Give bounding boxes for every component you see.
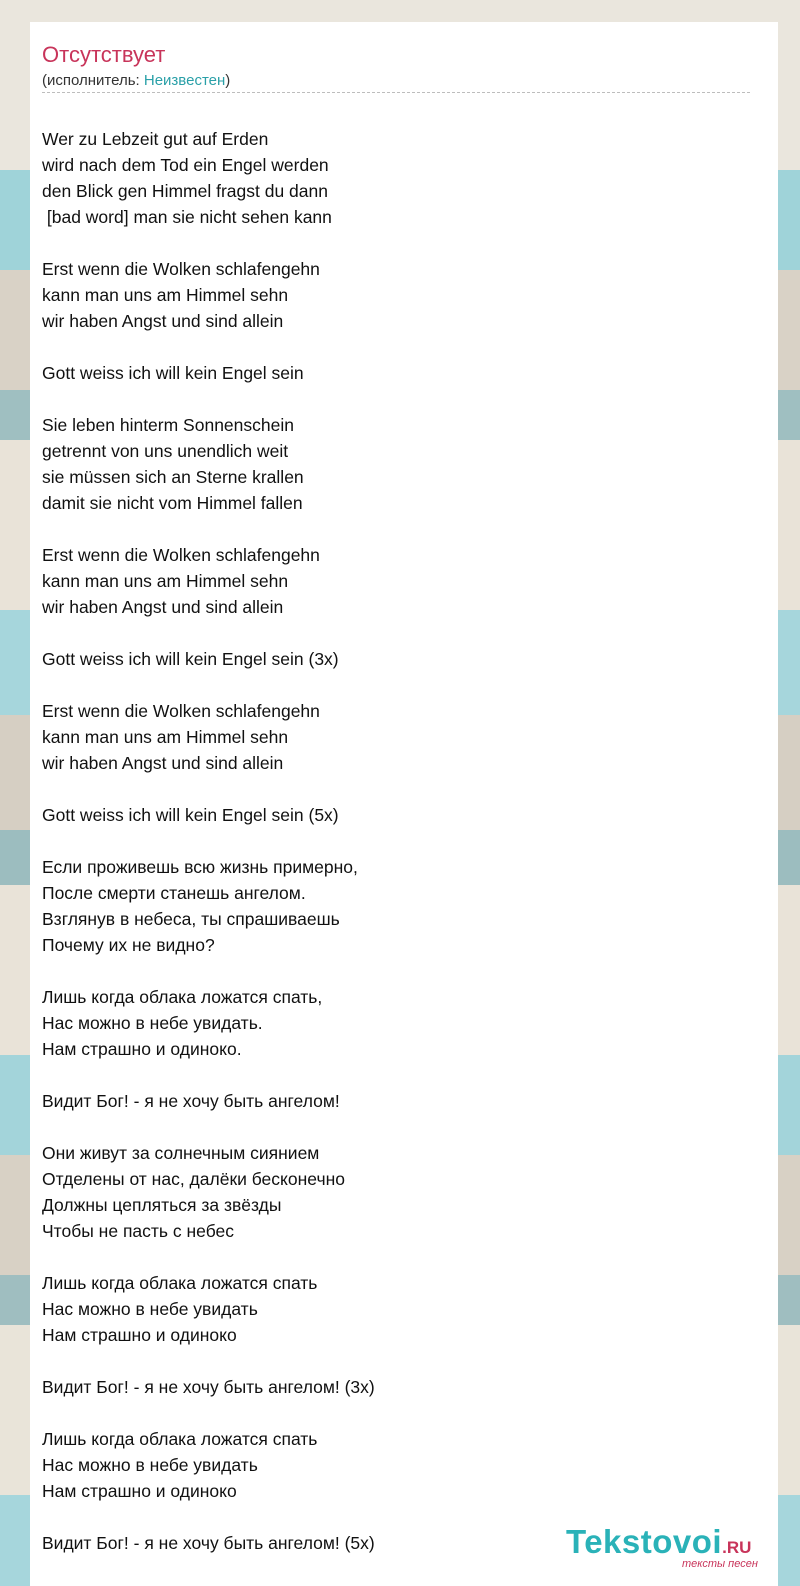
lyric-line: Wer zu Lebzeit gut auf Erden [42, 129, 269, 149]
site-logo[interactable] [566, 1524, 776, 1574]
lyric-line [42, 828, 742, 854]
lyric-line: Они живут за солнечным сиянием [42, 1143, 320, 1163]
lyric-line: Почему их не видно? [42, 935, 215, 955]
lyrics-card [30, 22, 778, 1586]
lyric-line: Sie leben hinterm Sonnenschein [42, 415, 294, 435]
lyric-line: После смерти станешь ангелом. [42, 883, 306, 903]
artist-line [42, 72, 230, 90]
lyric-line: Gott weiss ich will kein Engel sein (3x) [42, 649, 339, 669]
lyric-line: Нас можно в небе увидать [42, 1299, 258, 1319]
lyric-line: kann man uns am Himmel sehn [42, 285, 289, 305]
lyric-line: damit sie nicht vom Himmel fallen [42, 493, 303, 513]
lyric-line [42, 620, 742, 646]
lyric-line: getrennt von uns unendlich weit [42, 441, 289, 461]
lyric-line [42, 1400, 742, 1426]
lyric-line: Нам страшно и одиноко [42, 1481, 237, 1501]
lyric-line: wir haben Angst und sind allein [42, 597, 284, 617]
lyric-line: wir haben Angst und sind allein [42, 311, 284, 331]
lyric-line: Должны цепляться за звёзды [42, 1195, 282, 1215]
lyric-line: Если проживешь всю жизнь примерно, [42, 857, 358, 877]
artist-suffix: ) [225, 72, 231, 89]
lyric-line: Лишь когда облака ложатся спать, [42, 987, 323, 1007]
artist-prefix: (исполнитель: [42, 72, 144, 89]
lyric-line: Лишь когда облака ложатся спать [42, 1429, 318, 1449]
lyric-line: Нас можно в небе увидать [42, 1455, 258, 1475]
lyric-line [42, 1114, 742, 1140]
lyric-line [42, 1244, 742, 1270]
lyric-line: Нам страшно и одиноко [42, 1325, 237, 1345]
lyric-line: Erst wenn die Wolken schlafengehn [42, 259, 320, 279]
lyric-line: den Blick gen Himmel fragst du dann [42, 181, 328, 201]
lyric-line [42, 776, 742, 802]
lyric-line: Видит Бог! - я не хочу быть ангелом! [42, 1091, 340, 1111]
lyric-line [42, 672, 742, 698]
lyric-line [42, 386, 742, 412]
divider [42, 92, 750, 93]
lyric-line: Erst wenn die Wolken schlafengehn [42, 701, 320, 721]
lyric-line [42, 516, 742, 542]
lyric-line [42, 334, 742, 360]
song-title: Отсутствует [42, 42, 166, 67]
lyrics-text [42, 126, 742, 1556]
lyric-line: wird nach dem Tod ein Engel werden [42, 155, 329, 175]
logo-main-text: Tekstovoi [566, 1523, 723, 1560]
lyric-line: Лишь когда облака ложатся спать [42, 1273, 318, 1293]
lyric-line [42, 230, 742, 256]
lyric-line: Чтобы не пасть с небес [42, 1221, 235, 1241]
lyric-line: Нам страшно и одиноко. [42, 1039, 242, 1059]
lyric-line: Взглянув в небеса, ты спрашиваешь [42, 909, 340, 929]
lyric-line [42, 958, 742, 984]
lyric-line: Видит Бог! - я не хочу быть ангелом! (5x) [42, 1533, 375, 1553]
lyric-line: [bad word] man sie nicht sehen kann [42, 207, 332, 227]
lyric-line: wir haben Angst und sind allein [42, 753, 284, 773]
artist-link[interactable]: Неизвестен [143, 72, 226, 89]
logo-tagline: тексты песен [682, 1558, 758, 1570]
lyric-line [42, 1062, 742, 1088]
lyric-line: Erst wenn die Wolken schlafengehn [42, 545, 320, 565]
lyric-line: Видит Бог! - я не хочу быть ангелом! (3x) [42, 1377, 375, 1397]
lyric-line [42, 1348, 742, 1374]
lyric-line: sie müssen sich an Sterne krallen [42, 467, 304, 487]
logo-tld: .RU [722, 1538, 752, 1557]
lyric-line: Отделены от нас, далёки бесконечно [42, 1169, 345, 1189]
lyric-line: Gott weiss ich will kein Engel sein (5x) [42, 805, 339, 825]
lyric-line: kann man uns am Himmel sehn [42, 571, 289, 591]
lyric-line: Gott weiss ich will kein Engel sein [42, 363, 304, 383]
lyric-line: Нас можно в небе увидать. [42, 1013, 263, 1033]
lyric-line: kann man uns am Himmel sehn [42, 727, 289, 747]
